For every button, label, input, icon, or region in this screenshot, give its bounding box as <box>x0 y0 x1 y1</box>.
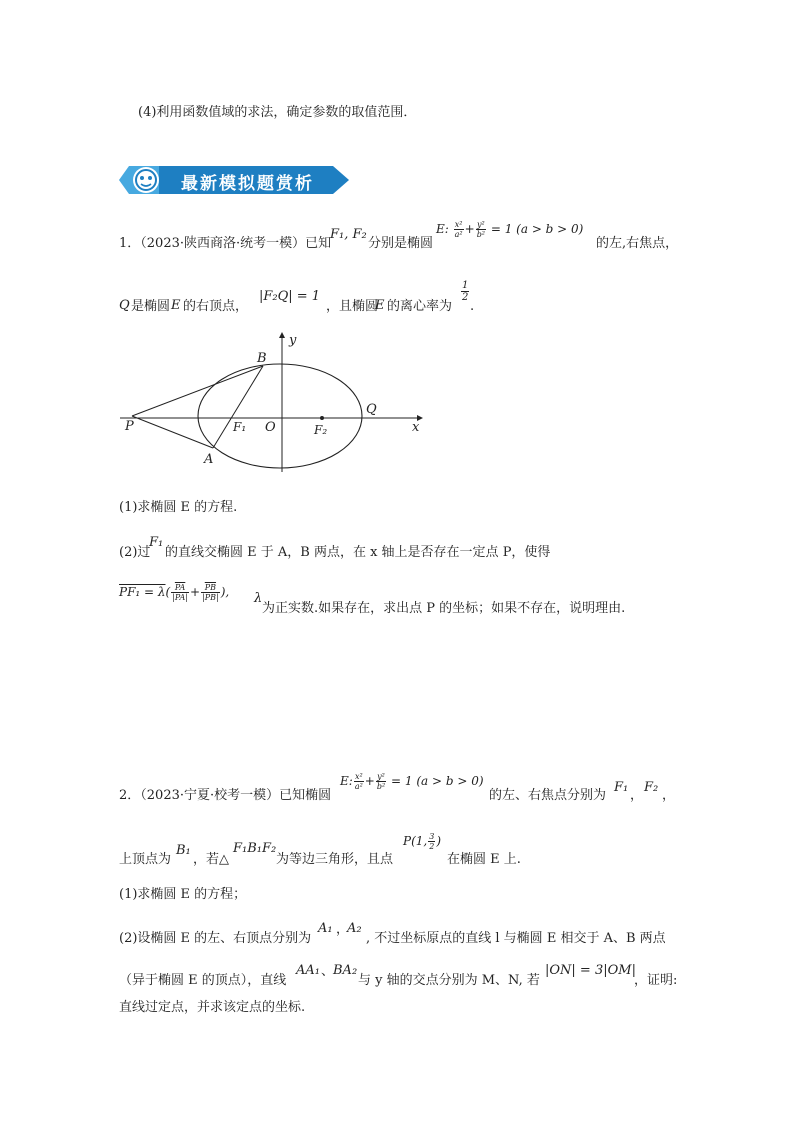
label-f1: F₁ <box>233 420 247 434</box>
section-banner <box>119 164 351 196</box>
problem2-part2-c: （异于椭圆 E 的顶点），直线 <box>119 973 287 988</box>
label-q: Q <box>366 402 377 417</box>
y-axis-arrow <box>279 332 285 338</box>
problem2-point: P(1, $\frac{3}{2}$ ) <box>403 832 441 851</box>
problem2-ellipse-y-num: y² <box>377 772 385 781</box>
problem1-ellipse-y-den: b² <box>476 230 486 239</box>
problem1-ellipse-x-num: x² <box>454 220 463 229</box>
problem1-line1-suffix: 的左,右焦点， <box>596 236 679 251</box>
problem2-line1-mid: 的左、右焦点分别为 <box>489 788 607 803</box>
problem1-e2: E <box>375 298 385 313</box>
problem2-point-num: 3 <box>429 832 435 841</box>
intro-item: (4)利用函数值域的求法，确定参数的取值范围． <box>138 105 417 120</box>
point-f2 <box>320 416 324 420</box>
problem1-abs: |F₂Q| = 1 <box>259 289 321 304</box>
problem1-line1-prefix: 1．（2023·陕西商洛·统考一模）已知 <box>119 236 332 251</box>
problem2-sep: ， <box>630 788 644 803</box>
label-f2: F₂ <box>314 423 328 437</box>
problem2-line2-b: ，若△ <box>193 852 229 867</box>
problem2-ellipse-rhs: = 1 (a > b > 0) <box>391 774 484 788</box>
problem1-part2-a: (2)过 <box>119 545 151 560</box>
label-p: P <box>125 419 134 434</box>
problem2-f1: F₁ <box>614 780 629 795</box>
label-b: B <box>257 351 267 366</box>
ellipse-e <box>198 364 362 468</box>
label-x: x <box>412 420 420 435</box>
problem1-part1: (1)求椭圆 E 的方程. <box>119 500 238 515</box>
problem2-ellipse-y-den: b² <box>376 782 386 791</box>
problem2-ellipse-x-den: a² <box>354 782 363 791</box>
label-y: y <box>289 333 297 348</box>
problem1-vec-t2-den: |PB| <box>202 593 219 602</box>
problem2-dun: 、 <box>321 964 335 979</box>
problem1-ellipse-x-den: a² <box>454 230 463 239</box>
problem2-a1: A₁ <box>318 921 333 936</box>
problem2-part1: (1)求椭圆 E 的方程； <box>119 887 247 902</box>
problem2-part2-d: 与 y 轴的交点分别为 M、N, 若 <box>358 973 540 988</box>
problem1-line1-mid: 分别是椭圆 <box>368 236 434 251</box>
problem2-aa1: AA₁ <box>296 963 320 978</box>
problem1-line2-a: 是椭圆 <box>131 299 171 314</box>
problem1-line2-b: 的右顶点， <box>183 299 249 314</box>
line-ab <box>213 366 263 448</box>
problem2-ellipse-lhs: E: <box>340 774 353 788</box>
problem1-part2-c: 为正实数.如果存在，求出点 P 的坐标；如果不存在，说明理由. <box>262 601 626 616</box>
problem2-part2-b: , 不过坐标原点的直线 l 与椭圆 E 相交于 A、B 两点 <box>366 931 666 946</box>
problem2-line2-a: 上顶点为 <box>119 852 172 867</box>
problem1-vector-equation: PF₁ = λ( $\frac{\overline{PA}}{|PA|}$ + $\frac{\overline{PB}}{|PB|}$ ), <box>119 583 230 602</box>
line-pa <box>132 416 213 448</box>
problem1-line2-end: . <box>470 299 475 314</box>
problem2-f2: F₂ <box>644 780 659 795</box>
problem1-lambda: λ <box>254 591 263 606</box>
problem2-ellipse-x-num: x² <box>354 772 363 781</box>
ellipse-figure <box>115 330 435 475</box>
problem2-point-x: 1, <box>415 834 428 848</box>
problem1-vec-t1-den: |PA| <box>172 593 189 602</box>
problem2-a2: A₂ <box>347 921 362 936</box>
problem2-ba2: BA₂ <box>333 963 358 978</box>
problem2-point-den: 2 <box>429 842 435 851</box>
problem1-vec-t1-num: $\overline{PA}$ <box>171 583 189 593</box>
problem1-vec-lhs: PF₁ = λ <box>119 585 166 599</box>
problem1-line2-c: ，且椭圆 <box>326 299 379 314</box>
problem1-e: E <box>171 298 181 313</box>
section-banner-title: 最新模拟题赏析 <box>181 174 314 194</box>
problem1-ecc-den: 2 <box>462 292 469 303</box>
problem2-sep2: ， <box>336 922 350 937</box>
problem1-ellipse-lhs: E: <box>436 222 449 236</box>
problem1-q: Q <box>119 298 130 313</box>
label-o: O <box>265 420 276 435</box>
problem2-point-p: P <box>403 834 412 848</box>
problem2-ellipse-equation: E: $\frac{\text{x²}}{\text{a²}}$ + $\frac{\text{y²}}{\text{b²}}$ = 1 (a > b > 0) <box>340 772 484 791</box>
problem1-ellipse-y-num: y² <box>476 220 485 229</box>
problem1-line2-d: 的离心率为 <box>387 299 453 314</box>
problem1-vec-t2-num: $\overline{PB}$ <box>201 583 220 593</box>
problem2-part2-e: ，证明: <box>634 973 678 988</box>
problem2-line1-prefix: 2．（2023·宁夏·校考一模）已知椭圆 <box>119 788 332 803</box>
line-pb <box>132 366 263 416</box>
problem2-line2-c: 为等边三角形，且点 <box>276 852 394 867</box>
problem2-on-om: |ON| = 3|OM| <box>545 963 636 978</box>
problem1-foci: F₁, F₂ <box>330 227 367 242</box>
problem2-line2-d: 在椭圆 E 上. <box>447 852 521 867</box>
problem1-part2-f1: F₁ <box>149 535 164 550</box>
problem2-part2-a: (2)设椭圆 E 的左、右顶点分别为 <box>119 931 312 946</box>
problem1-eccentricity <box>460 280 470 303</box>
problem1-ellipse-equation: E: $\frac{\text{x²}}{\text{a²}}$ + $\frac{\text{y²}}{\text{b²}}$ = 1 (a > b > 0) <box>436 220 584 239</box>
problem2-line1-end: ， <box>662 788 676 803</box>
problem2-b1: B₁ <box>176 843 191 858</box>
problem1-part2-b: 的直线交椭圆 E 于 A，B 两点，在 x 轴上是否存在一定点 P，使得 <box>165 545 551 560</box>
problem1-ecc-num: 1 <box>462 280 469 291</box>
problem1-ellipse-rhs: = 1 (a > b > 0) <box>490 222 584 236</box>
label-a: A <box>204 452 214 467</box>
problem2-part2-f: 直线过定点，并求该定点的坐标. <box>119 1000 306 1015</box>
problem2-tri: F₁B₁F₂ <box>233 841 277 856</box>
